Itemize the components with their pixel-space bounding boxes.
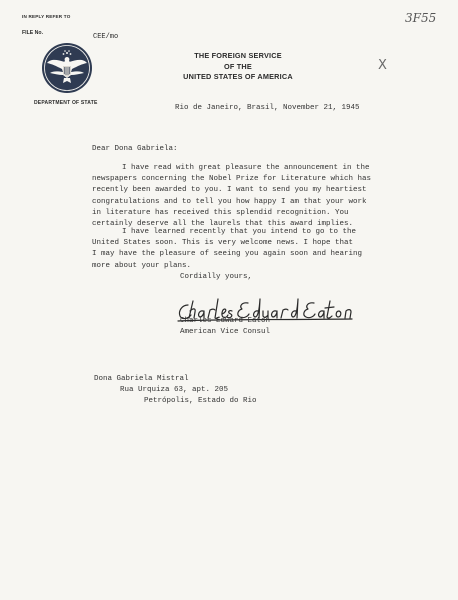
dateline: Rio de Janeiro, Brasil, November 21, 1945: [175, 104, 360, 112]
paragraph-line: in literature has received this splendid recognition. You: [92, 208, 349, 217]
paragraph-line: I may have the pleasure of seeing you again soon and hearing: [92, 250, 363, 259]
paragraph-line: recently been awarded to you. I want to send you my heartiest: [92, 186, 367, 195]
department-label: DEPARTMENT OF STATE: [34, 100, 98, 106]
great-seal-icon: [41, 42, 93, 94]
paragraph-line: I have read with great pleasure the announcement in the: [122, 164, 370, 172]
addressee-street: Rua Urquiza 63, apt. 205: [120, 386, 229, 395]
paragraph-line: certainly deserve all the laurels that this award implies.: [92, 220, 354, 229]
letterhead-organization: [163, 51, 313, 83]
file-number-label: FILE No.: [22, 30, 44, 36]
addressee-block: [94, 374, 257, 408]
paragraph-2: [92, 227, 362, 272]
signer-name: Charles Edward Eaton: [180, 317, 271, 325]
paragraph-1: [92, 163, 371, 230]
org-line-3: UNITED STATES OF AMERICA: [183, 72, 293, 81]
signer-block: [180, 316, 270, 338]
paragraph-line: more about your plans.: [92, 261, 192, 270]
paragraph-line: I have learned recently that you intend to go to the: [122, 228, 357, 236]
org-line-1: THE FOREIGN SERVICE: [194, 51, 282, 60]
org-line-2: OF THE: [224, 61, 252, 71]
addressee-name: Dona Gabriela Mistral: [94, 375, 189, 383]
closing: Cordially yours,: [180, 273, 253, 281]
archive-number: 3F55: [405, 11, 437, 25]
addressee-city: Petrópolis, Estado do Rio: [144, 397, 257, 406]
paragraph-line: congratulations and to tell you how happy I am that your work: [92, 197, 367, 206]
margin-mark: X: [378, 58, 387, 73]
paragraph-line: newspapers concerning the Nobel Prize for Literature which has: [92, 175, 372, 184]
reference-initials: CEE/mo: [93, 33, 119, 41]
paragraph-line: United States soon. This is very welcome news. I hope that: [92, 239, 354, 248]
salutation: Dear Dona Gabriela:: [92, 145, 178, 153]
signer-title: American Vice Consul: [180, 328, 271, 337]
refer-label: IN REPLY REFER TO: [22, 14, 71, 19]
